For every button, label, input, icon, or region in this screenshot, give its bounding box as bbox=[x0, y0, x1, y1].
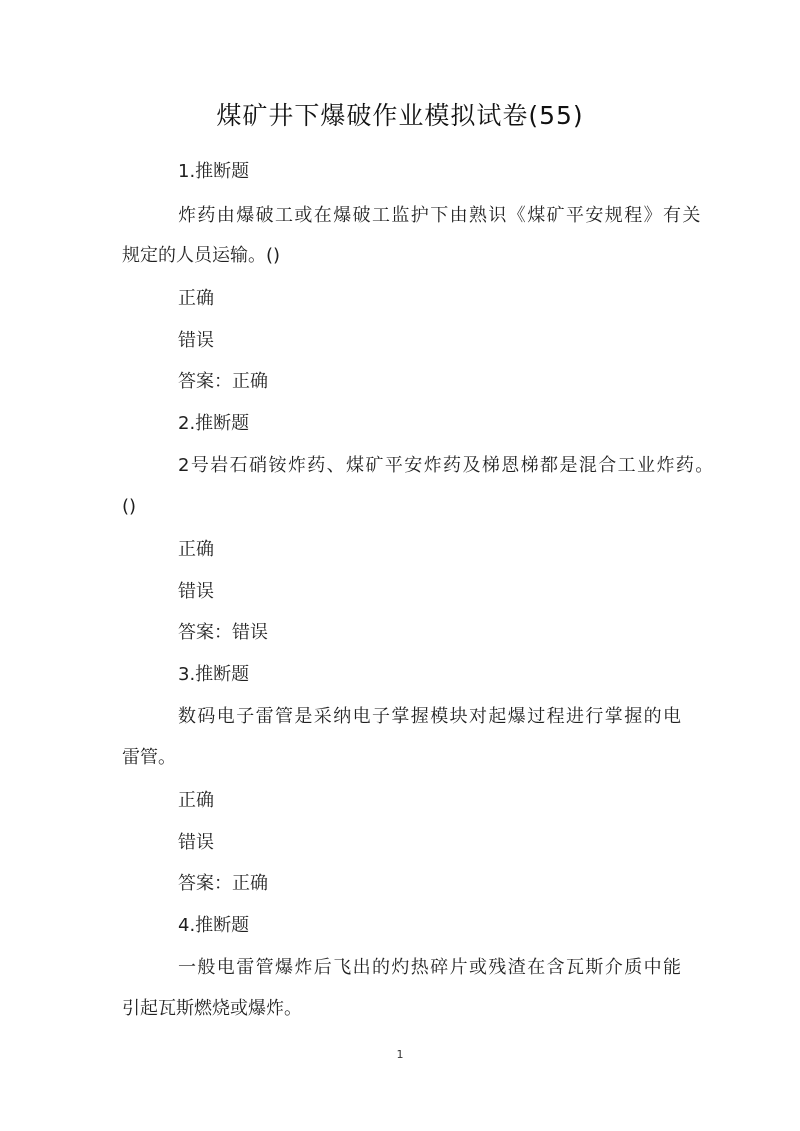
answer-text: 答案：正确 bbox=[178, 873, 268, 894]
question-stem-line: 雷管。 bbox=[122, 747, 176, 768]
question-stem-line: 一般电雷管爆炸后飞出的灼热碎片或残渣在含瓦斯介质中能 bbox=[178, 957, 683, 978]
question-stem-line: 2号岩石硝铵炸药、煤矿平安炸药及梯恩梯都是混合工业炸药。 bbox=[178, 455, 715, 476]
question-heading: 4.推断题 bbox=[178, 915, 250, 936]
page-title: 煤矿井下爆破作业模拟试卷(55) bbox=[216, 101, 584, 130]
option-true: 正确 bbox=[178, 539, 214, 560]
question-stem-line: 数码电子雷管是采纳电子掌握模块对起爆过程进行掌握的电 bbox=[178, 706, 683, 727]
option-true: 正确 bbox=[178, 790, 214, 811]
page-number: 1 bbox=[396, 1048, 404, 1061]
option-false: 错误 bbox=[178, 330, 214, 351]
question-stem-line: 规定的人员运输。() bbox=[122, 245, 281, 266]
option-true: 正确 bbox=[178, 288, 214, 309]
option-false: 错误 bbox=[178, 832, 214, 853]
answer-text: 答案：正确 bbox=[178, 371, 268, 392]
question-stem-line: 引起瓦斯燃烧或爆炸。 bbox=[122, 998, 302, 1019]
question-stem-line: () bbox=[122, 496, 137, 517]
option-false: 错误 bbox=[178, 581, 214, 602]
answer-text: 答案：错误 bbox=[178, 622, 268, 643]
question-stem-line: 炸药由爆破工或在爆破工监护下由熟识《煤矿平安规程》有关 bbox=[178, 205, 702, 226]
question-heading: 3.推断题 bbox=[178, 664, 250, 685]
question-heading: 2.推断题 bbox=[178, 413, 250, 434]
question-heading: 1.推断题 bbox=[178, 161, 250, 182]
